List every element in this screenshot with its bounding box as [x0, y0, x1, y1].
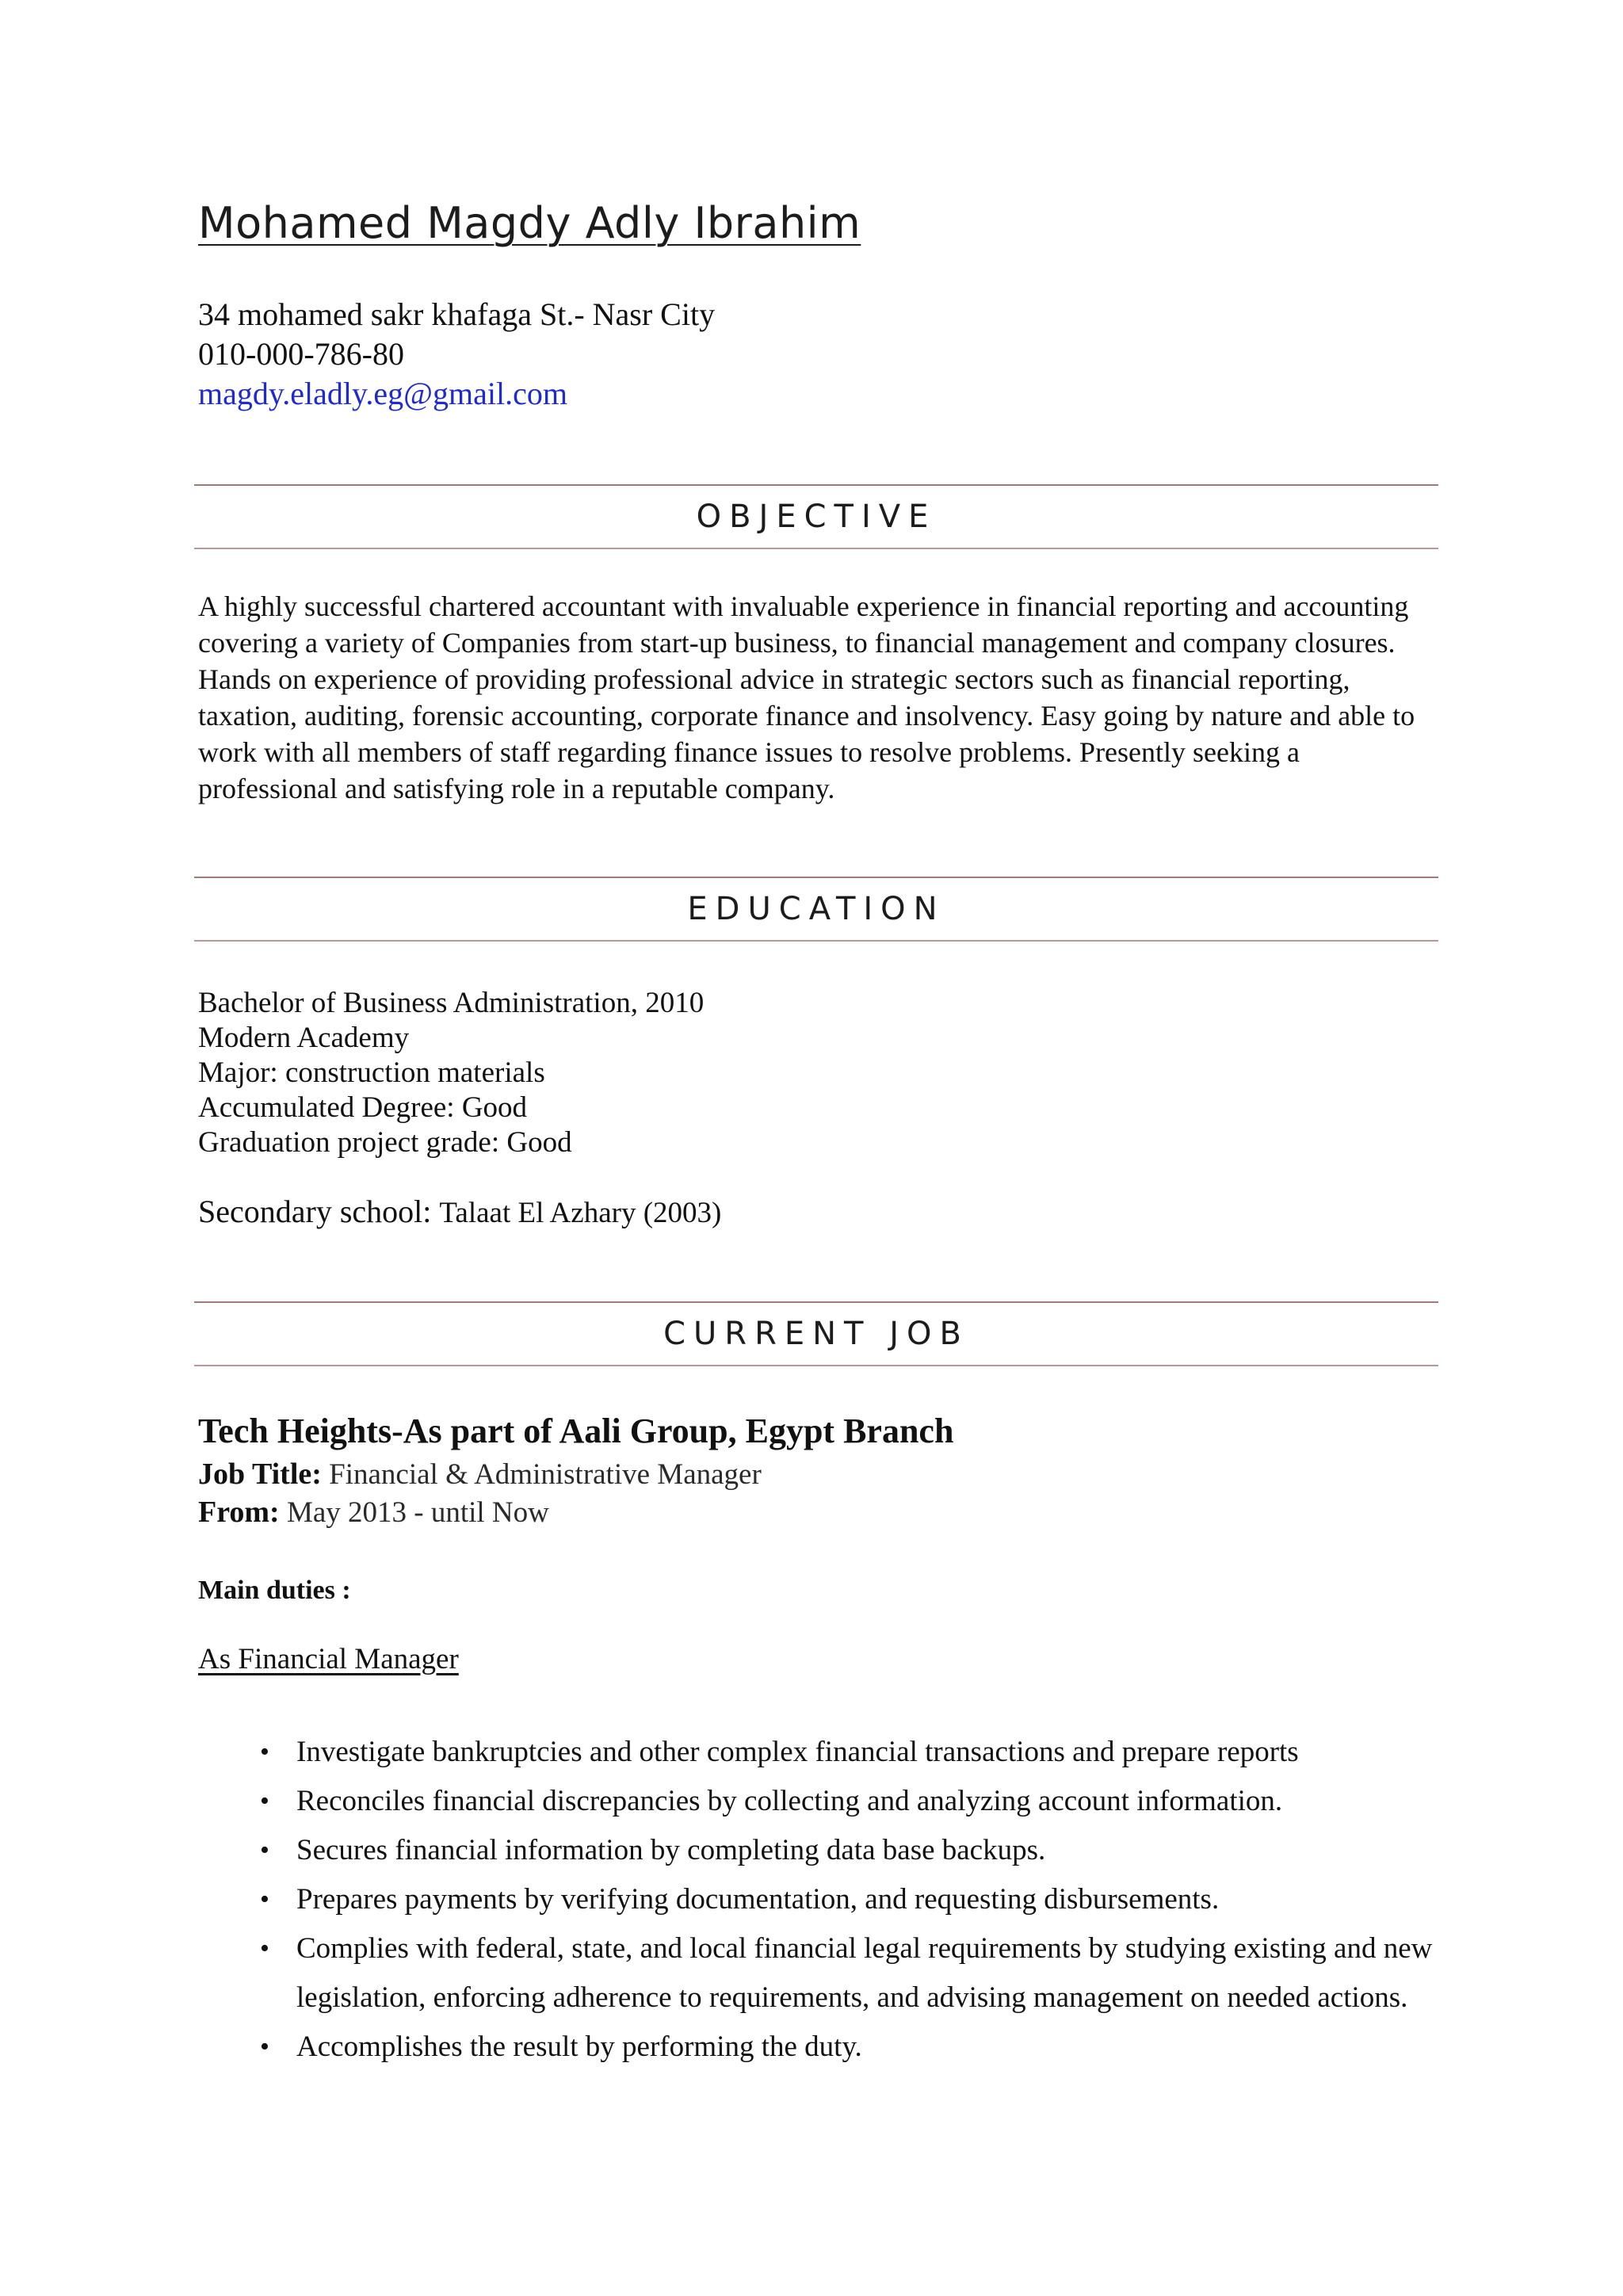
- applicant-name: Mohamed Magdy Adly Ibrahim: [198, 198, 861, 248]
- list-item: • Secures financial information by completing data base backups.: [296, 1826, 1469, 1875]
- email-link[interactable]: magdy.eladly.eg@gmail.com: [198, 376, 567, 411]
- secondary-school-label: Secondary school:: [198, 1194, 440, 1229]
- from-label: From:: [198, 1496, 280, 1529]
- objective-heading: OBJECTIVE: [194, 484, 1438, 549]
- education-line: Modern Academy: [198, 1022, 410, 1054]
- secondary-school: [198, 1193, 721, 1230]
- list-item: • Accomplishes the result by performing the duty.: [296, 2023, 1469, 2072]
- contact-block: [198, 295, 715, 414]
- education-line: Graduation project grade: Good: [198, 1126, 572, 1159]
- education-line: Major: construction materials: [198, 1056, 545, 1089]
- company-name: Tech Heights-As part of Aali Group, Egypt Branch: [198, 1412, 954, 1450]
- education-heading: EDUCATION: [194, 877, 1438, 942]
- current-job-heading: CURRENT JOB: [194, 1301, 1438, 1366]
- job-title-line: [198, 1457, 762, 1492]
- financial-manager-subheading: As Financial Manager: [198, 1643, 459, 1675]
- education-block: [198, 986, 704, 1160]
- duties-list: [262, 1728, 1469, 2072]
- job-title-label: Job Title:: [198, 1457, 322, 1491]
- list-item: • Prepares payments by verifying documentation, and requesting disbursements.: [296, 1875, 1469, 1924]
- job-title-value: Financial & Administrative Manager: [321, 1458, 762, 1491]
- education-line: Bachelor of Business Administration, 2010: [198, 987, 705, 1019]
- list-item: • Investigate bankruptcies and other complex financial transactions and prepare reports: [296, 1728, 1469, 1777]
- main-duties-label: Main duties :: [198, 1576, 351, 1605]
- job-from-line: [198, 1495, 549, 1530]
- from-value: May 2013 - until Now: [279, 1496, 549, 1529]
- list-item: • Reconciles financial discrepancies by collecting and analyzing account information.: [296, 1777, 1469, 1826]
- education-line: Accumulated Degree: Good: [198, 1091, 528, 1124]
- phone: 010-000-786-80: [198, 336, 404, 372]
- list-item: • Complies with federal, state, and local financial legal requirements by studying existing and new legislation, enforcing adherence to requirements, and advising management on needed actions.: [296, 1924, 1469, 2023]
- secondary-school-value: Talaat El Azhary (2003): [439, 1197, 722, 1229]
- objective-text: A highly successful chartered accountant with invaluable experience in financial reporting and accounting covering a variety of Companies from start-up business, to financial management and company closures. Hands on experience of providing professional advice in strategic sectors such as financial reporting, taxation, auditing, forensic accounting, corporate finance and insolvency. Easy going by nature and able to work with all members of staff regarding finance issues to resolve problems. Presently seeking a professional and satisfying role in a reputable company.: [198, 590, 1415, 804]
- address: 34 mohamed sakr khafaga St.- Nasr City: [198, 296, 716, 332]
